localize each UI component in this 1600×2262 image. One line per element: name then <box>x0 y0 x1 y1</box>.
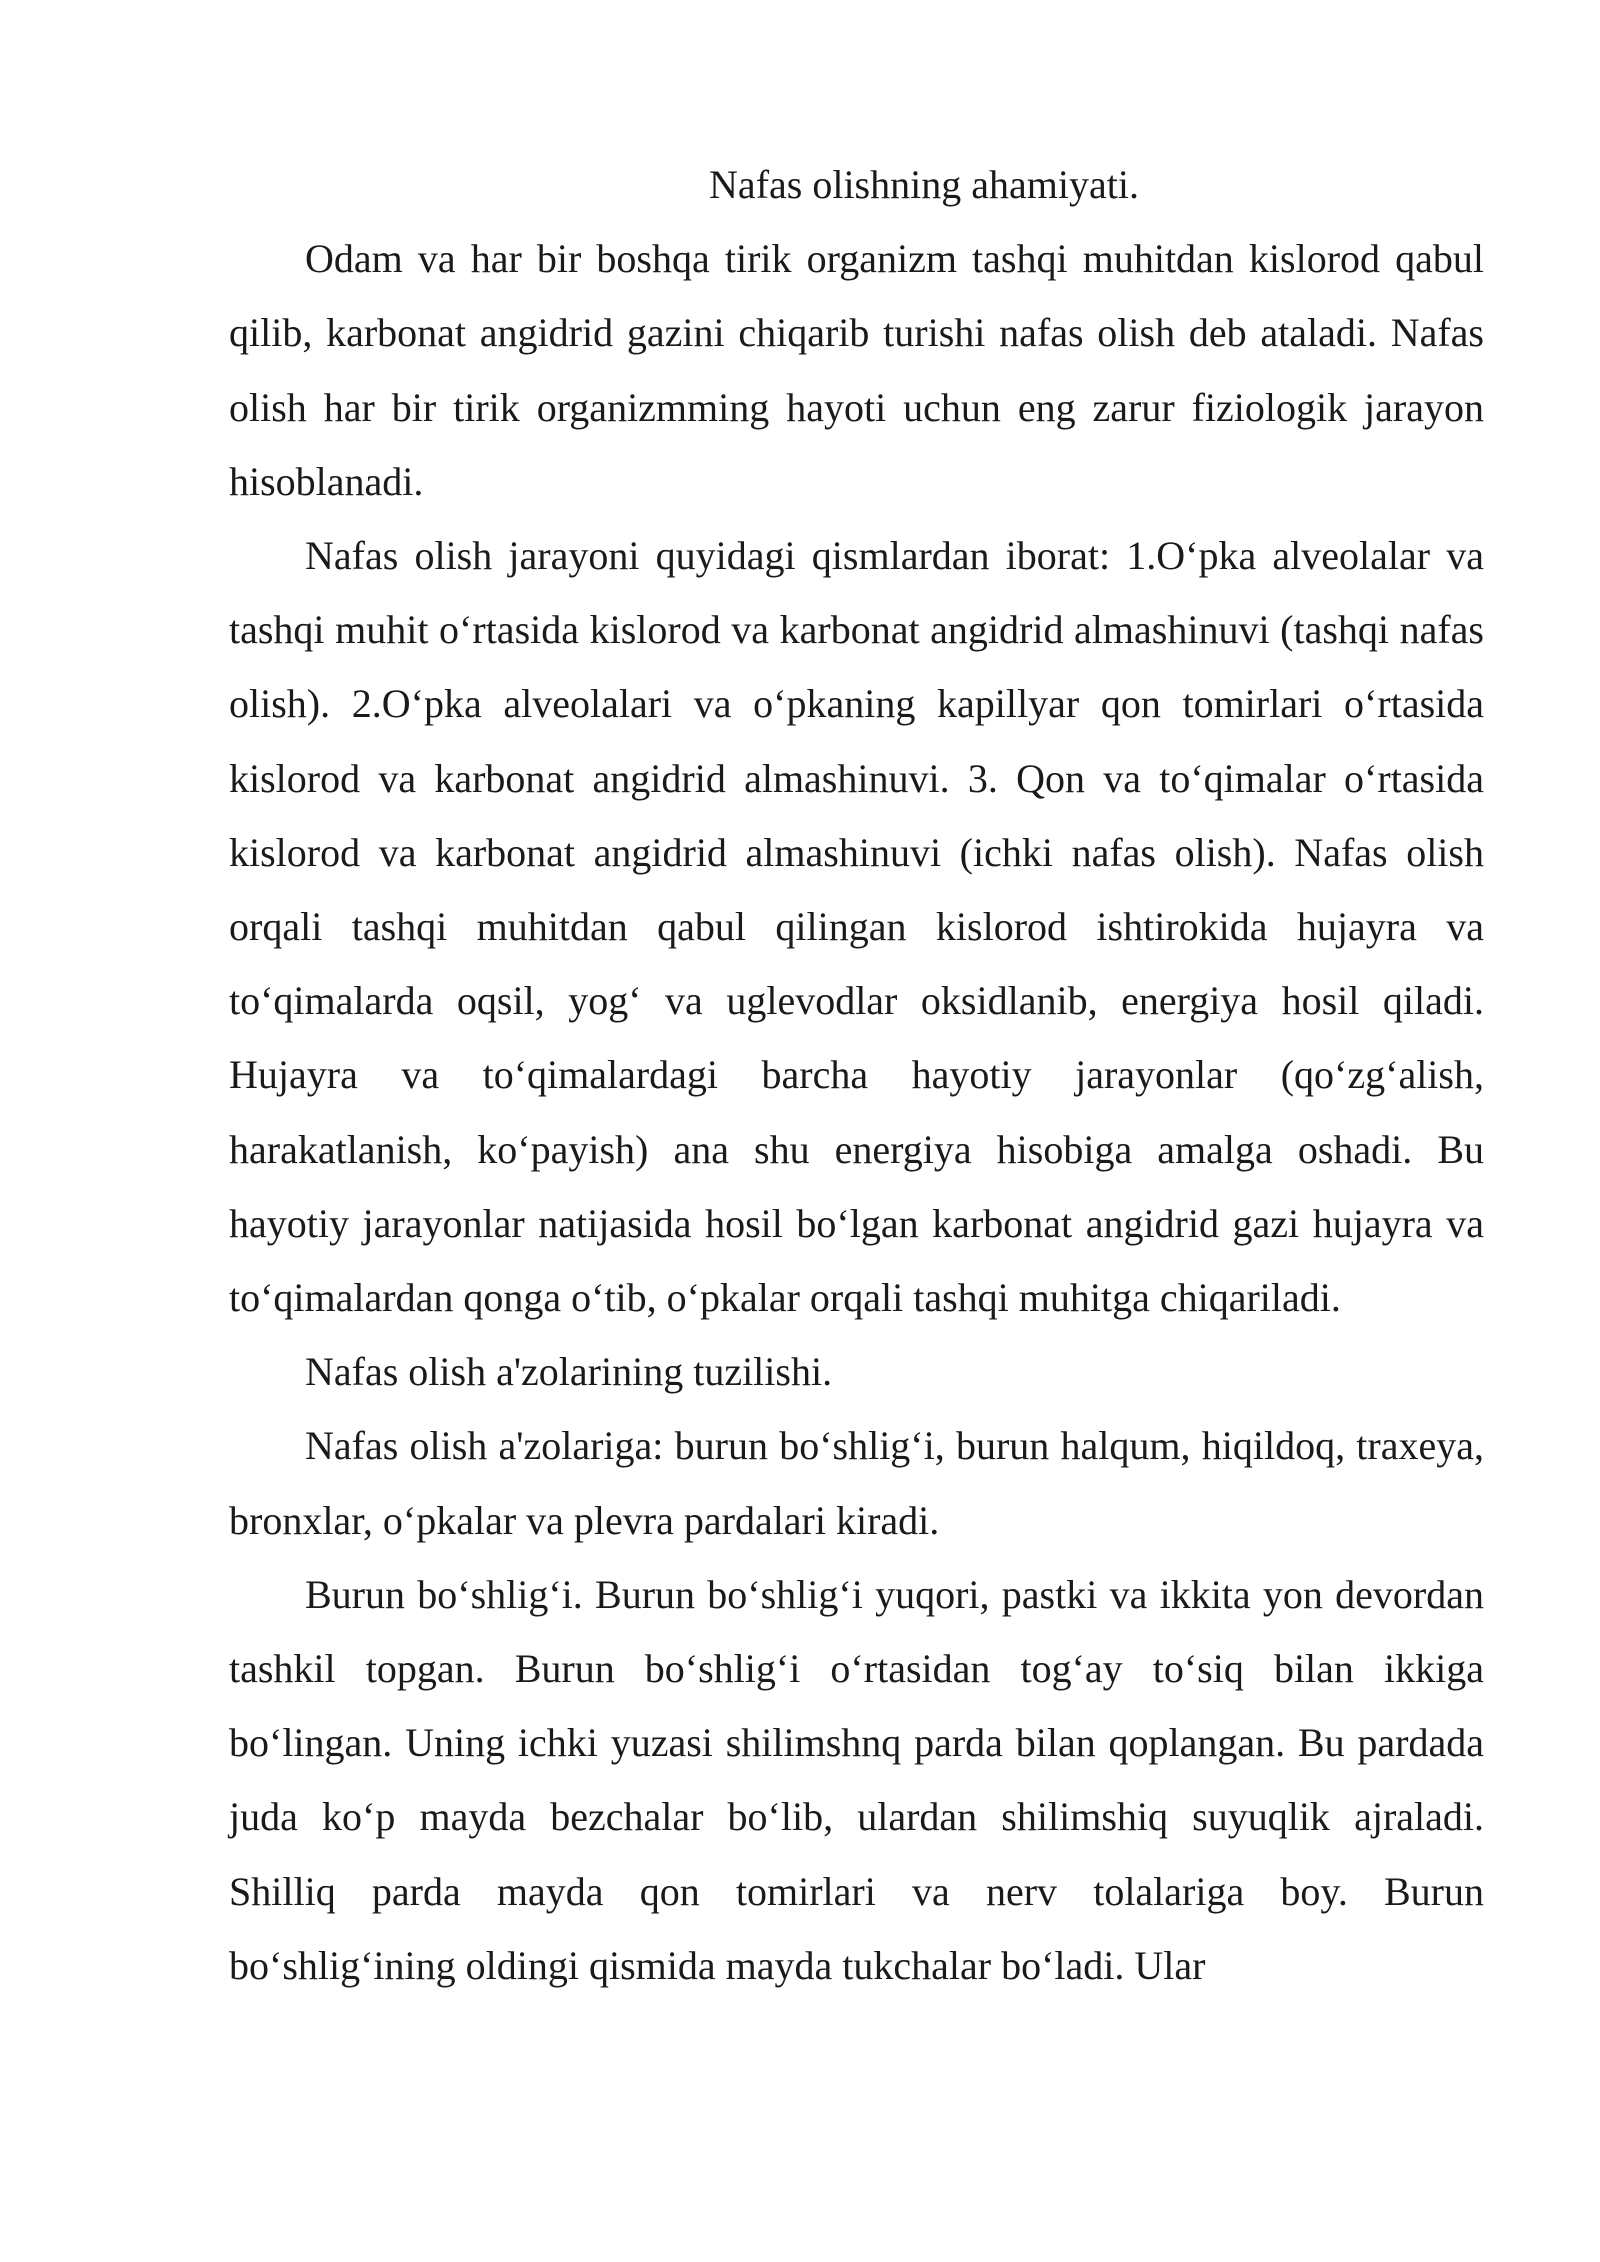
paragraph-intro: Odam va har bir boshqa tirik organizm tashqi muhitdan kislorod qabul qilib, karbonat angidrid gazini chiqarib turishi nafas olish deb ataladi. Nafas olish har bir tirik organizmming hayoti uchun eng zarur fiziologik jarayon hisoblanadi. <box>229 236 1484 504</box>
paragraph-process: Nafas olish jarayoni quyidagi qismlardan iborat: 1.O‘pka alveolalar va tashqi muhit o‘rtasida kislorod va karbonat angidrid almashinuvi (tashqi nafas olish). 2.O‘pka alveolalari va o‘pkaning kapillyar qon tomirlari o‘rtasida kislorod va karbonat angidrid almashinuvi. 3. Qon va to‘qimalar o‘rtasida kislorod va karbonat angidrid almashinuvi (ichki nafas olish). Nafas olish orqali tashqi muhitdan qabul qilingan kislorod ishtirokida hujayra va to‘qimalarda oqsil, yog‘ va uglevodlar oksidlanib, energiya hosil qiladi. Hujayra va to‘qimalardagi barcha hayotiy jarayonlar (qo‘zg‘alish, harakatlanish, ko‘payish) ana shu energiya hisobiga amalga oshadi. Bu hayotiy jarayonlar natijasida hosil bo‘lgan karbonat angidrid gazi hujayra va to‘qimalardan qonga o‘tib, o‘pkalar orqali tashqi muhitga chiqariladi. <box>229 533 1484 1321</box>
document-body <box>229 148 1484 2003</box>
section-heading: Nafas olish a'zolarining tuzilishi. <box>305 1349 833 1395</box>
paragraph-organs: Nafas olish a'zolariga: burun bo‘shlig‘i, burun halqum, hiqildoq, traxeya, bronxlar, o‘pkalar va plevra pardalari kiradi. <box>229 1423 1484 1543</box>
page-title: Nafas olishning ahamiyati. <box>709 162 1139 207</box>
paragraph-nasal-cavity: Burun bo‘shlig‘i. Burun bo‘shlig‘i yuqori, pastki va ikkita yon devordan tashkil topgan. Burun bo‘shlig‘i o‘rtasidan tog‘ay to‘siq bilan ikkiga bo‘lingan. Uning ichki yuzasi shilimshnq parda bilan qoplangan. Bu pardada juda ko‘p mayda bezchalar bo‘lib, ulardan shilimshiq suyuqlik ajraladi. Shilliq parda mayda qon tomirlari va nerv tolalariga boy. Burun bo‘shlig‘ining oldingi qismida mayda tukchalar bo‘ladi. Ular <box>229 1571 1484 1988</box>
